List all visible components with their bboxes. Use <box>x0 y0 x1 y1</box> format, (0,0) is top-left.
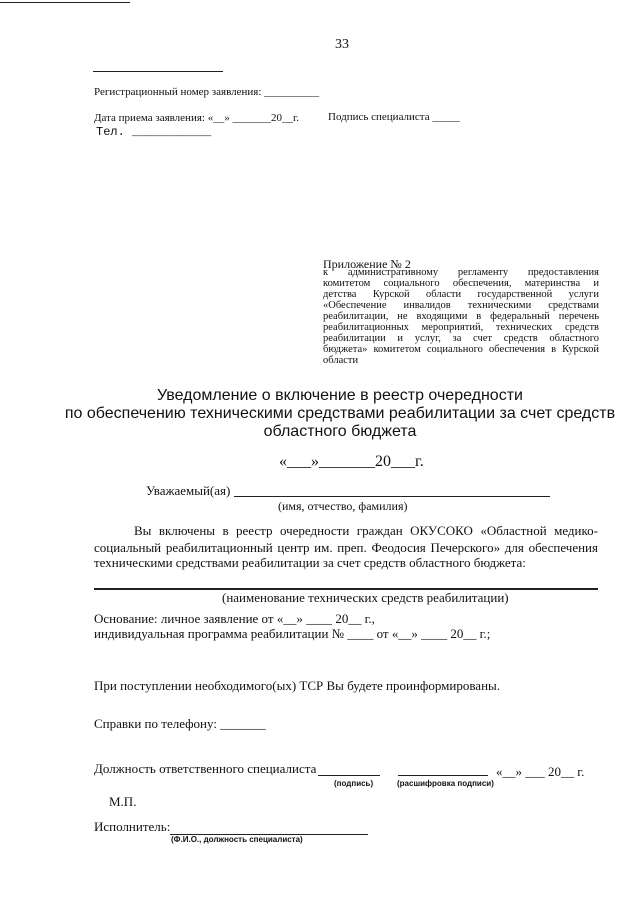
annex-line: комитетом социального обеспечения, материнства и <box>323 278 599 289</box>
executor-caption: (Ф.И.О., должность специалиста) <box>171 835 303 844</box>
tel-label: Тел. ___________ <box>96 125 212 139</box>
annex-line: к административному регламенту предоставления <box>323 267 599 278</box>
date-received-label: Дата приема заявления: «__» _______20__г. <box>94 112 299 124</box>
annex-line: реабилитационных мероприятий, технических средств <box>323 322 599 333</box>
annex-line: реабилитации, не входящими в федеральный перечень <box>323 311 599 322</box>
basis-line-2: индивидуальная программа реабилитации № ____ от «__» ____ 20__ г.; <box>94 626 491 641</box>
notice-title-line: областного бюджета <box>263 423 417 440</box>
tsr-caption: (наименование технических средств реабилитации) <box>222 590 509 605</box>
name-underline <box>234 496 550 497</box>
signature-underline <box>318 775 380 776</box>
notice-title-line: по обеспечению техническими средствами реабилитации за счет средств <box>64 405 616 422</box>
body-line: Вы включены в реестр очередности граждан ОКУСОКО «Областной медико- <box>134 523 598 538</box>
body-line: социальный реабилитационный центр им. преп. Феодосия Печерского» для обеспечения <box>94 540 598 555</box>
body-last-line: техническими средствами реабилитации за счет средств областного бюджета: <box>94 555 526 570</box>
decoding-underline <box>398 775 488 776</box>
position-date: «__» ___ 20__ г. <box>496 764 585 779</box>
annex-line: детства Курской области государственной услуги <box>323 289 599 300</box>
informed-text: При поступлении необходимого(ых) ТСР Вы будете проинформированы. <box>94 678 501 693</box>
notice-title-line: Уведомление о включение в реестр очередности <box>157 387 523 404</box>
notice-date: «___»_______20___г. <box>279 453 424 470</box>
annex-line: реабилитации и услуг, за счет средств областного <box>323 333 599 344</box>
annex-line: бюджета» комитетом социального обеспечения в Курской <box>323 344 599 355</box>
signature-caption: (подпись) <box>334 779 374 788</box>
position-label: Должность ответственного специалиста <box>94 761 317 776</box>
decoding-caption: (расшифровка подписи) <box>397 779 494 788</box>
header-rule <box>93 71 223 72</box>
name-caption: (имя, отчество, фамилия) <box>278 499 408 513</box>
annex-title: Приложение № 2 <box>323 257 411 271</box>
registration-number-label: Регистрационный номер заявления: __________ <box>94 86 320 98</box>
executor-label: Исполнитель: <box>94 819 171 834</box>
basis-line-1: Основание: личное заявление от «__» ____ 20__ г., <box>94 611 375 626</box>
phone-label: Справки по телефону: _______ <box>94 716 266 731</box>
specialist-signature-label: Подпись специалиста _____ <box>328 111 460 123</box>
greeting-label: Уважаемый(ая) <box>146 483 231 498</box>
annex-last-line: области <box>323 355 359 366</box>
stamp-label: М.П. <box>109 794 137 809</box>
annex-line: «Обеспечение инвалидов техническими средствами <box>323 300 599 311</box>
page-number: 33 <box>335 37 349 52</box>
top-scan-rule <box>0 2 130 3</box>
